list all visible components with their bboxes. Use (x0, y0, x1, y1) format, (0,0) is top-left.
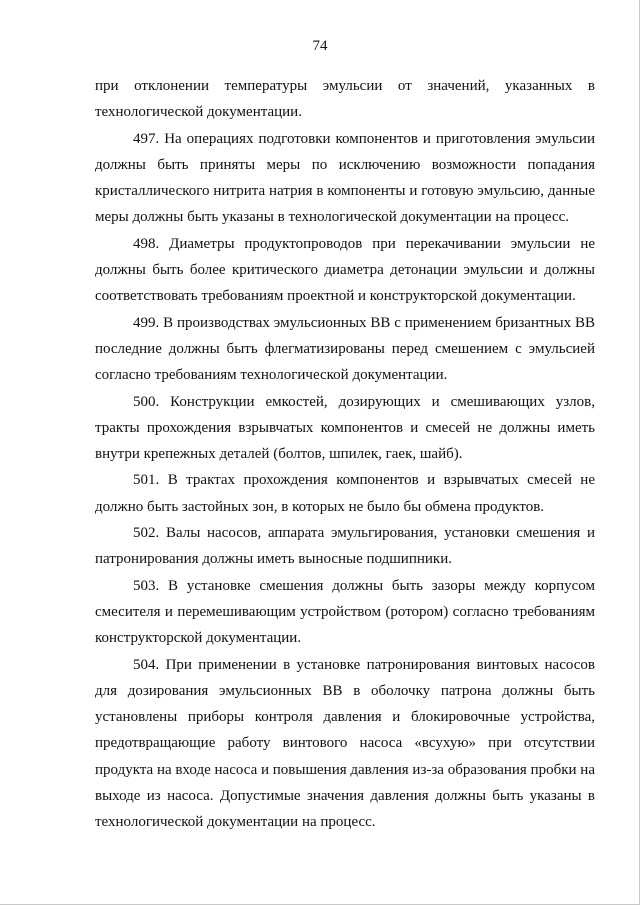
paragraph-504: 504. При применении в установке патронирования винтовых насосов для дозирования эмульсионных ВВ в оболочку патрона должны быть установлены приборы контроля давления и блокировочные устройства, предотвращающие работу винтового насоса «всухую» при отсутствии продукта на входе насоса и повышения давления из-за образования пробки на выходе из насоса. Допустимые значения давления должны быть указаны в технологической документации на процесс. (95, 656, 595, 831)
paragraph-499: 499. В производствах эмульсионных ВВ с применением бризантных ВВ последние должны быть флегматизированы перед смешением с эмульсией согласно требованиям технологической документации. (95, 314, 595, 384)
paragraph-501: 501. В трактах прохождения компонентов и взрывчатых смесей не должно быть застойных зон, в которых не было бы обмена продуктов. (95, 472, 595, 515)
paragraph-503: 503. В установке смешения должны быть зазоры между корпусом смесителя и перемешивающим устройством (ротором) согласно требованиям конструкторской документации. (95, 577, 595, 647)
paragraph-500: 500. Конструкции емкостей, дозирующих и смешивающих узлов, тракты прохождения взрывчатых компонентов и смесей не должны иметь внутри крепежных деталей (болтов, шпилек, гаек, шайб). (95, 393, 595, 463)
paragraph-continuation: при отклонении температуры эмульсии от значений, указанных в технологической документации. (95, 78, 595, 121)
page-number: 74 (312, 38, 328, 54)
paragraph-502: 502. Валы насосов, аппарата эмульгирования, установки смешения и патронирования должны иметь выносные подшипники. (95, 525, 595, 568)
paragraph-497: 497. На операциях подготовки компонентов и приготовления эмульсии должны быть приняты меры по исключению возможности попадания кристаллического нитрита натрия в компоненты и готовую эмульсию, данные меры должны быть указаны в технологической документации на процесс. (95, 130, 595, 226)
page-body (95, 73, 595, 836)
paragraph-498: 498. Диаметры продуктопроводов при перекачивании эмульсии не должны быть более критического диаметра детонации эмульсии и должны соответствовать требованиям проектной и конструкторской документации. (95, 235, 595, 305)
